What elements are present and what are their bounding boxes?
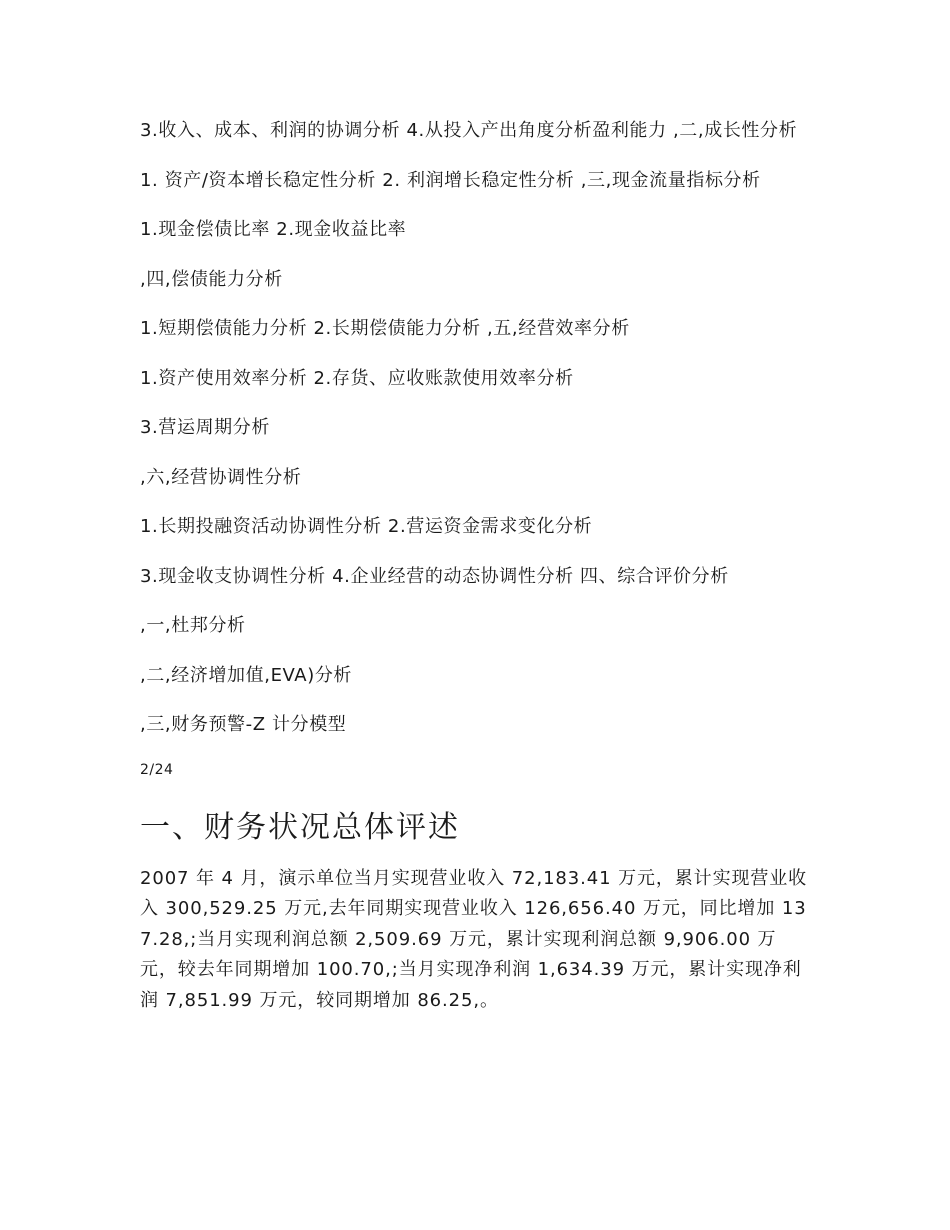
outline-line: 1. 资产/资本增长稳定性分析 2. 利润增长稳定性分析 ,三,现金流量指标分析 [140,169,761,191]
outline-line: 3.现金收支协调性分析 4.企业经营的动态协调性分析 四、综合评价分析 [140,565,729,587]
outline-line: ,二,经济增加值,EVA)分析 [140,664,353,686]
outline-line: ,三,财务预警-Z 计分模型 [140,714,347,735]
page-number: 2/24 [140,761,174,778]
outline-line: ,四,偿债能力分析 [140,268,283,290]
outline-line: ,一,杜邦分析 [140,615,246,636]
outline-line: 1.短期偿债能力分析 2.长期偿债能力分析 ,五,经营效率分析 [140,318,630,339]
section-heading: 一、财务状况总体评述 [140,809,460,845]
outline-line: 1.资产使用效率分析 2.存货、应收账款使用效率分析 [140,367,574,389]
outline-line: 3.收入、成本、利润的协调分析 4.从投入产出角度分析盈利能力 ,二,成长性分析 [140,120,798,141]
outline-line: 1.长期投融资活动协调性分析 2.营运资金需求变化分析 [140,516,593,537]
outline-line: 1.现金偿债比率 2.现金收益比率 [140,219,407,240]
outline-line: ,六,经营协调性分析 [140,466,302,488]
section-body-paragraph: 2007 年 4 月，演示单位当月实现营业收入 72,183.41 万元，累计实现营业收入 300,529.25 万元,去年同期实现营业收入 126,656.40 万元，同比增加 137.28,;当月实现利润总额 2,509.69 万元，累计实现利润总额 9,906.00 万元，较去年同期增加 100.70,;当月实现净利润 1,634.39 万元，累计实现净利润 7,851.99 万元，较同期增加 86.25,。 [140,867,808,1011]
page-content [140,116,810,1016]
outline-line: 3.营运周期分析 [140,417,270,438]
